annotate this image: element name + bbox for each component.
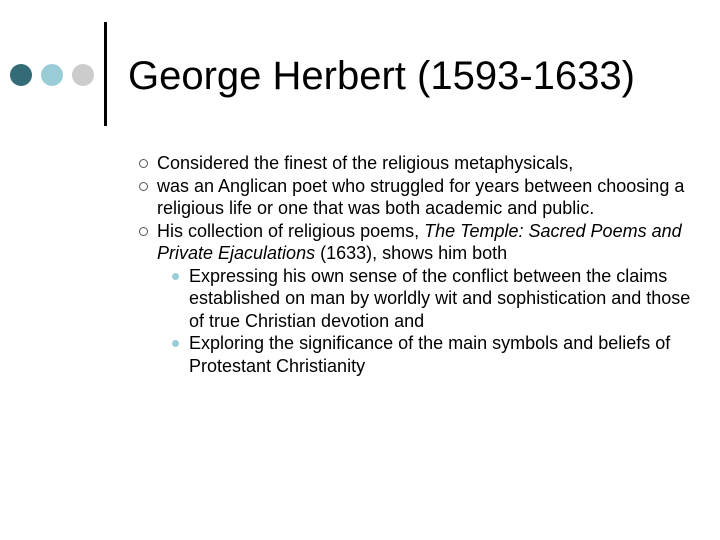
ring-bullet-icon bbox=[139, 159, 148, 168]
decorative-dot-dark bbox=[10, 64, 32, 86]
bullet-item bbox=[139, 152, 699, 175]
title-divider bbox=[104, 22, 107, 126]
sub-bullet-text: Exploring the significance of the main symbols and beliefs of Protestant Christianity bbox=[189, 333, 671, 376]
bullet-text-end: (1633), shows him both bbox=[315, 243, 508, 263]
sub-bullet-text: Expressing his own sense of the conflict between the claims established on man by worldly wit and sophistication and those of true Christian devotion and bbox=[189, 265, 691, 331]
bullet-text: was an Anglican poet who struggled for years between choosing a religious life or one that was both academic and public. bbox=[157, 175, 685, 218]
ring-bullet-icon bbox=[139, 182, 148, 191]
decorative-dot-light bbox=[41, 64, 63, 86]
dot-bullet-icon bbox=[172, 340, 179, 347]
bullet-item bbox=[139, 220, 699, 378]
ring-bullet-icon bbox=[139, 227, 148, 236]
slide-title: George Herbert (1593-1633) bbox=[128, 54, 635, 98]
decorative-dot-gray bbox=[72, 64, 94, 86]
bullet-text-start: His collection of religious poems, bbox=[157, 220, 425, 241]
bullet-item bbox=[139, 175, 699, 220]
dot-bullet-icon bbox=[172, 273, 179, 280]
sub-bullet-item bbox=[171, 265, 699, 333]
poem-collection-title: The Temple: Sacred Poems and Private Ejaculations bbox=[157, 220, 682, 263]
sub-bullet-list bbox=[157, 265, 699, 378]
bullet-text: Considered the finest of the religious metaphysicals, bbox=[157, 153, 574, 173]
sub-bullet-item bbox=[171, 332, 699, 377]
bullet-list bbox=[139, 152, 699, 377]
